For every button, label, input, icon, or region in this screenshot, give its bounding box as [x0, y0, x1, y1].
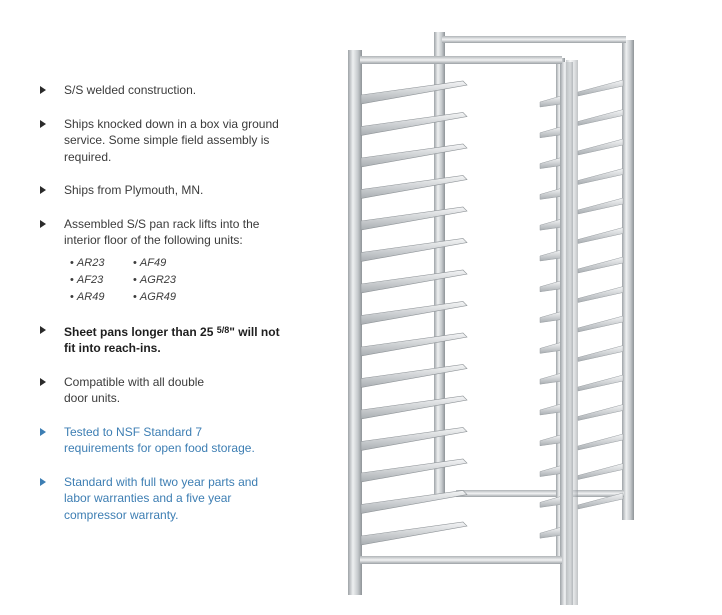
bullet-arrow-icon	[40, 120, 46, 128]
feature-nsf-tested: Tested to NSF Standard 7 requirements for open food storage.	[38, 424, 274, 457]
model-item: • AR23	[70, 255, 133, 271]
bullet-arrow-icon	[40, 428, 46, 436]
shelf-runner-left	[361, 81, 467, 104]
shelf-runner-back	[578, 110, 623, 126]
shelf-runner-back	[578, 346, 623, 362]
model-item: • AGR23	[133, 272, 203, 288]
shelf-runner-left	[361, 459, 467, 482]
model-item: • AR49	[70, 289, 133, 305]
shelf-runner-back	[578, 375, 623, 391]
feature-ships-from: Ships from Plymouth, MN.	[38, 182, 288, 199]
shelf-runner-left	[361, 522, 467, 545]
bullet-arrow-icon	[40, 86, 46, 94]
bullet-arrow-icon	[40, 326, 46, 334]
shelf-runner-left	[361, 176, 467, 199]
feature-warranty: Standard with full two year parts and labor warranties and a five year compressor warranty.	[38, 474, 279, 524]
model-item: • AF23	[70, 272, 133, 288]
feature-ships-knocked-down: Ships knocked down in a box via ground service. Some simple field assembly is required.	[38, 116, 288, 166]
shelf-runner-left	[361, 239, 467, 262]
shelf-runner-left	[361, 144, 467, 167]
shelf-runner-left	[361, 365, 467, 388]
shelf-runner-left	[361, 428, 467, 451]
shelf-runner-left	[361, 333, 467, 356]
model-item: • AGR49	[133, 289, 203, 305]
feature-sheet-pan-warning: Sheet pans longer than 25 $^{5/8}$ʺ will not fit into reach-ins.	[38, 322, 288, 357]
shelf-runner-left	[361, 302, 467, 325]
feature-list	[38, 82, 288, 523]
shelf-runner-left	[361, 491, 467, 514]
bullet-arrow-icon	[40, 186, 46, 194]
shelf-runner-back	[578, 464, 623, 480]
pan-rack-illustration	[330, 20, 660, 605]
bullet-arrow-icon	[40, 220, 46, 228]
shelf-runner-back	[578, 198, 623, 214]
right-runners	[540, 80, 623, 538]
shelf-runner-back	[578, 257, 623, 273]
feature-assembled-rack: Assembled S/S pan rack lifts into the interior floor of the following units: • AR23 • AF49 • AF23 • AGR23 • AR49 • AGR49	[38, 216, 288, 305]
shelf-runner-back	[578, 434, 623, 450]
feature-compatible: Compatible with all double door units.	[38, 374, 224, 407]
back-frame	[434, 32, 634, 563]
bullet-arrow-icon	[40, 478, 46, 486]
shelf-runner-back	[578, 80, 623, 96]
model-list	[70, 255, 288, 305]
shelf-runner-left	[361, 396, 467, 419]
shelf-runner-back	[578, 316, 623, 332]
shelf-runner-back	[578, 139, 623, 155]
shelf-runner-back	[578, 405, 623, 421]
shelf-runner-back	[578, 169, 623, 185]
shelf-runner-left	[361, 270, 467, 293]
shelf-runner-left	[361, 113, 467, 136]
bullet-arrow-icon	[40, 378, 46, 386]
model-item: • AF49	[133, 255, 203, 271]
left-runners	[361, 81, 467, 545]
feature-welded: S/S welded construction.	[38, 82, 288, 99]
shelf-runner-back	[578, 287, 623, 303]
shelf-runner-left	[361, 207, 467, 230]
shelf-runner-back	[578, 228, 623, 244]
